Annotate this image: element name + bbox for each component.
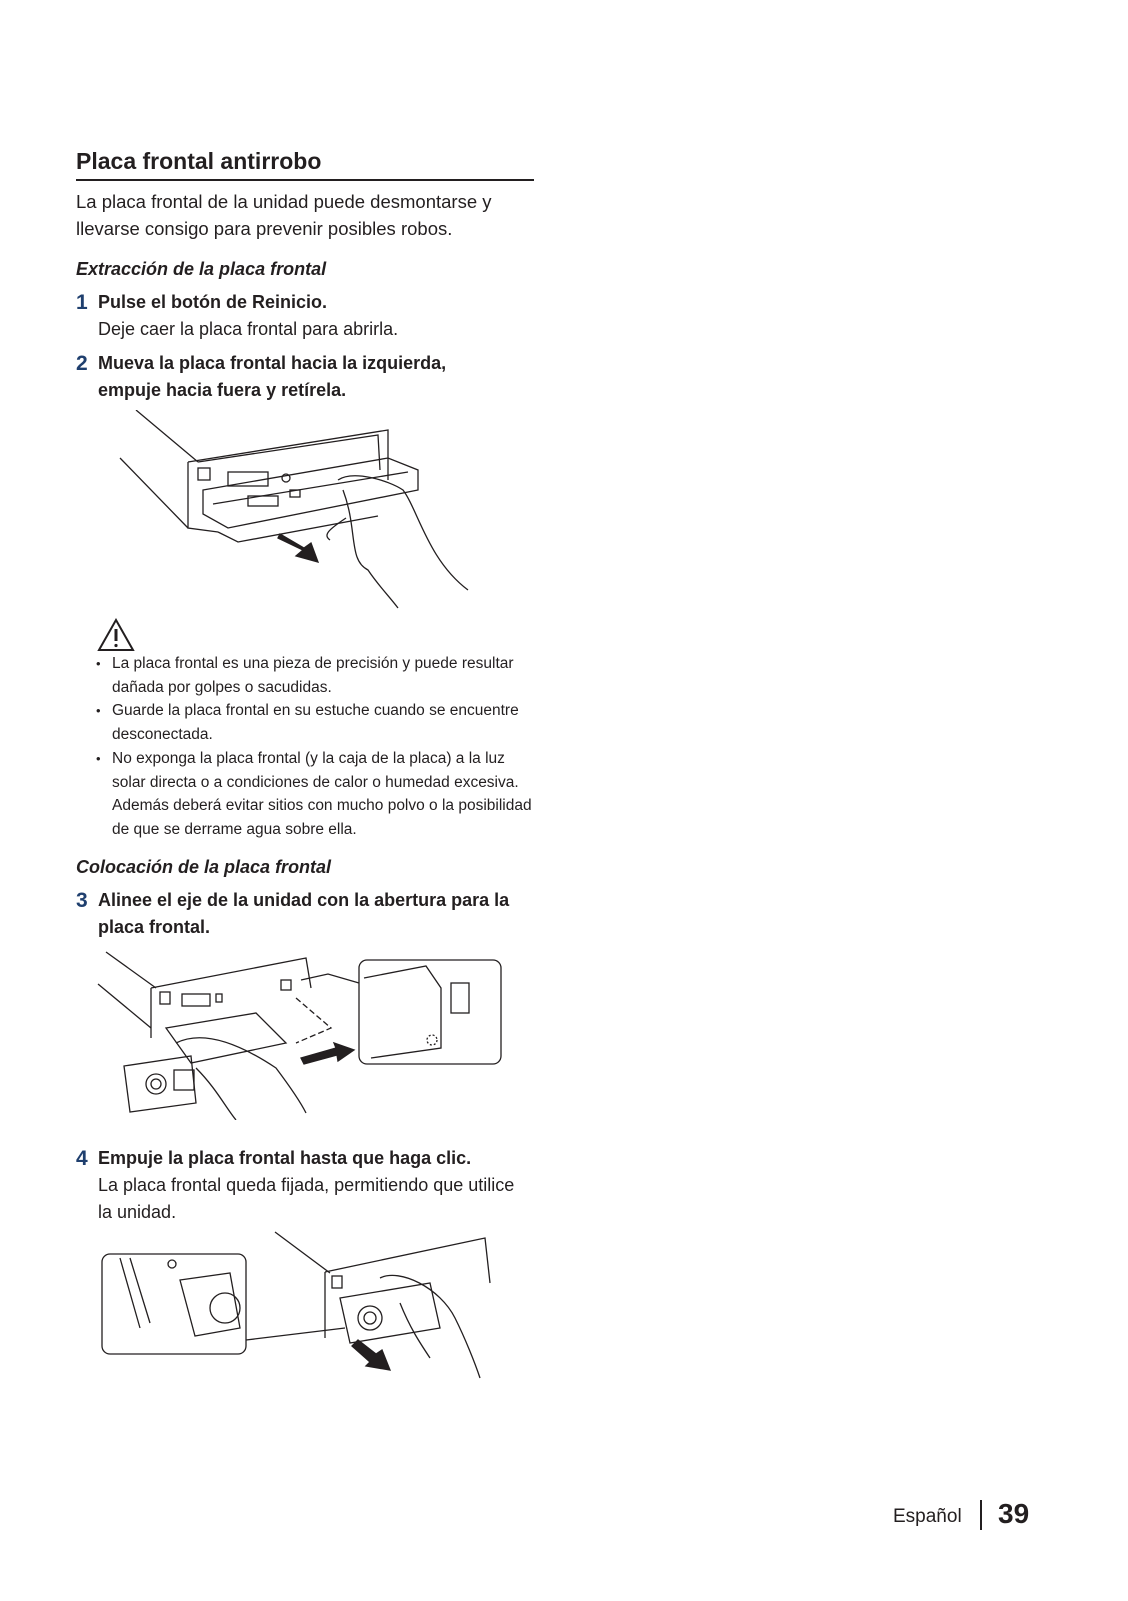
step-number: 3	[76, 889, 88, 912]
caution-list	[96, 652, 536, 842]
step-4	[76, 1145, 534, 1226]
caution-item: • No exponga la placa frontal (y la caja de la placa) a la luz solar directa o a condiciones de calor o humedad excesiva. Además deberá evitar sitios con mucho polvo o la posibilidad de que se derrame agua sobre ella.	[96, 747, 536, 842]
step-1	[76, 289, 534, 343]
step-number: 4	[76, 1147, 88, 1170]
step-detail: La placa frontal queda fijada, permitiendo que utilice la unidad.	[98, 1175, 515, 1222]
intro-text: La placa frontal de la unidad puede desmontarse y llevarse consigo para prevenir posibles robos.	[76, 191, 492, 239]
step-2	[76, 350, 534, 404]
section-title: Placa frontal antirrobo	[76, 146, 534, 181]
step-instruction: Mueva la placa frontal hacia la izquierda, empuje hacia fuera y retírela.	[98, 353, 447, 400]
attach-heading: Colocación de la placa frontal	[76, 857, 332, 877]
footer-language: Español	[893, 1506, 962, 1527]
step-instruction: Empuje la placa frontal hasta que haga clic.	[98, 1148, 472, 1168]
page-number: 39	[998, 1498, 1030, 1529]
removal-heading: Extracción de la placa frontal	[76, 259, 327, 279]
align-illustration	[96, 948, 506, 1120]
step-instruction: Alinee el eje de la unidad con la abertura para la placa frontal.	[98, 890, 510, 937]
step-instruction: Pulse el botón de Reinicio.	[98, 292, 328, 312]
step-number: 2	[76, 352, 88, 375]
step-3	[76, 887, 534, 941]
removal-illustration	[118, 410, 488, 610]
footer-divider	[980, 1500, 982, 1530]
step-number: 1	[76, 291, 88, 314]
step-detail: Deje caer la placa frontal para abrirla.	[98, 319, 399, 339]
attach-illustration	[100, 1228, 492, 1386]
warning-triangle-icon	[97, 618, 135, 652]
caution-item: • La placa frontal es una pieza de precisión y puede resultar dañada por golpes o sacudidas.	[96, 652, 536, 699]
caution-item: • Guarde la placa frontal en su estuche cuando se encuentre desconectada.	[96, 699, 536, 746]
